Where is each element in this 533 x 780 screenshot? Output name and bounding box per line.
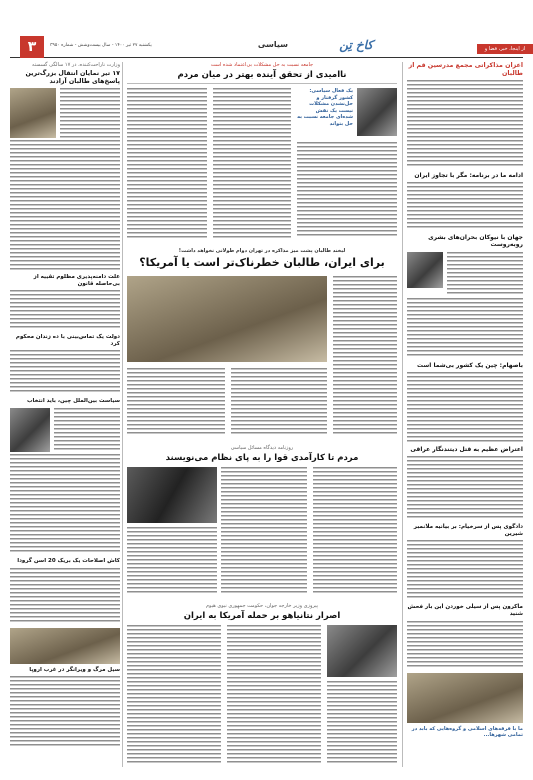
article-headline: باصهام: چین یک کشور بی‌شما است xyxy=(417,361,523,369)
section-title: سیاسی xyxy=(257,40,288,49)
article-body xyxy=(54,408,120,452)
article-headline: جهان با نیوکان بحران‌های بشری روبه‌روست xyxy=(428,234,523,249)
article-headline: سیاست بین‌الملل چین، باید انتخاب xyxy=(26,398,120,405)
divider xyxy=(127,83,397,84)
article-body xyxy=(10,140,120,270)
article-body xyxy=(313,467,397,593)
article-body xyxy=(213,88,291,238)
article-headline: دولت یک تماس‌بینی با ده زندان محکوم کرد xyxy=(15,334,120,347)
article-headline: دادگوی پس از سرخیام: بر بیانیه ملانمبر شیرین xyxy=(413,524,523,537)
article-body xyxy=(10,568,120,624)
article-kicker: لیخند طالبان پشت میز مذاکره در تهران دوام طولانی نخواهد داشت! xyxy=(178,248,346,254)
mid-block xyxy=(127,445,397,595)
article-body xyxy=(407,298,523,358)
article-kicker: جامعه نسبت به حل مشکلات بی‌اعتماد شده است xyxy=(210,62,314,68)
flood-photo xyxy=(10,628,120,664)
article-headline: علت دامنه‌پذیری مظلوم تقییه از بی‌حاصله قانون xyxy=(33,274,120,287)
article-body xyxy=(407,456,523,520)
article-body xyxy=(407,80,523,168)
article-body xyxy=(221,467,307,593)
center-top xyxy=(127,62,397,242)
column-divider xyxy=(402,62,403,767)
feature-headline: برای ایران، طالبان خطرناک‌تر است یا آمریکا؟ xyxy=(139,256,385,269)
portrait-photo xyxy=(407,252,443,288)
officials-photo xyxy=(327,625,397,677)
article-body xyxy=(333,276,397,436)
feature-block xyxy=(127,248,397,438)
speaker-photo xyxy=(127,467,217,523)
article-body xyxy=(127,625,221,763)
article-body xyxy=(231,368,327,436)
article-body xyxy=(407,372,523,442)
article-body xyxy=(10,454,120,554)
article-body xyxy=(407,540,523,600)
right-column xyxy=(407,62,523,767)
left-column xyxy=(10,62,120,767)
article-body xyxy=(127,527,217,593)
page-number: ۳ xyxy=(20,36,44,58)
article-headline: اصرار نتانیاهو بر حمله آمریکا به ایران xyxy=(183,611,341,621)
article-kicker: روزنامه دیدگاه مسائل سیاسی xyxy=(230,445,294,451)
article-headline: ما با فرقه‌های اسلامی و گروه‌هایی که بابد در تمامی شهرها... xyxy=(411,725,523,738)
article-headline: اعتراض عظیم به قتل دیتندنگار عراقی xyxy=(410,445,523,453)
article-kicker: وزارت ناراحت‌کننده، در ۱۷ سالگی گسسته xyxy=(32,62,120,68)
article-body xyxy=(297,142,397,238)
portrait-photo xyxy=(357,88,397,136)
article-headline: کاش اصلاحات یک بریک 20 اسن گرودا xyxy=(17,558,120,565)
article-body xyxy=(407,621,523,669)
article-body xyxy=(327,681,397,763)
column-divider xyxy=(122,62,123,767)
article-headline: ماکرون پس از سیلی خوردن این بار فحش شنید xyxy=(407,604,523,618)
article-body xyxy=(10,290,120,330)
masthead xyxy=(10,38,523,58)
article-body xyxy=(60,88,120,138)
article-body xyxy=(127,368,225,436)
pull-quote: یک فعال سیاسی: کشور گرفتار و حل‌نشدن مشکلات نیست یک نقش شده‌ای جامعه نسبت به حل بتواند xyxy=(297,88,353,127)
article-headline: ۱۷ تیر نمایان انتقال بزرگ‌ترین پاسخ‌های طالبان آزادند xyxy=(25,70,120,85)
taliban-fighters-photo xyxy=(127,276,327,362)
rail-label: از اینجا، خبر، فضا و xyxy=(477,44,533,54)
article-body xyxy=(407,182,523,230)
article-kicker: پیروزی وزیر خارجه جوان، حکومت جمهوری نیوی هیوم xyxy=(205,603,319,609)
article-text xyxy=(447,252,523,296)
article-headline: سیل مرگ و ویرانگر در غرب اروپا xyxy=(29,666,120,673)
bottom-block xyxy=(127,603,397,765)
article-body xyxy=(10,676,120,746)
article-body xyxy=(127,88,207,238)
article-body xyxy=(227,625,321,763)
newspaper-logo: کاخ‌ تِن xyxy=(339,38,373,52)
article-headline: مردم تا کارآمدی قوا را به پای نظام می‌نویسند xyxy=(165,453,359,463)
soldier-photo xyxy=(407,673,523,723)
article-photo xyxy=(10,88,56,138)
article-headline: اعزان مذاکراتی مجمع مدرسین قم از طالبان xyxy=(408,62,523,77)
article-body xyxy=(407,252,523,296)
article-headline: ناامیدی از تحقق آینده بهتر در میان مردم xyxy=(177,70,347,80)
portrait-photo xyxy=(10,408,50,452)
article-body xyxy=(10,350,120,394)
article-headline: ادامه ما در برنامه: مگر با تجاوز ایران xyxy=(414,172,523,180)
date-line: یکشنبه ۲۷ تیر ۱۴۰۰ - سال بیست‌وشش - شماره ۳۹۵۰ xyxy=(50,43,152,48)
